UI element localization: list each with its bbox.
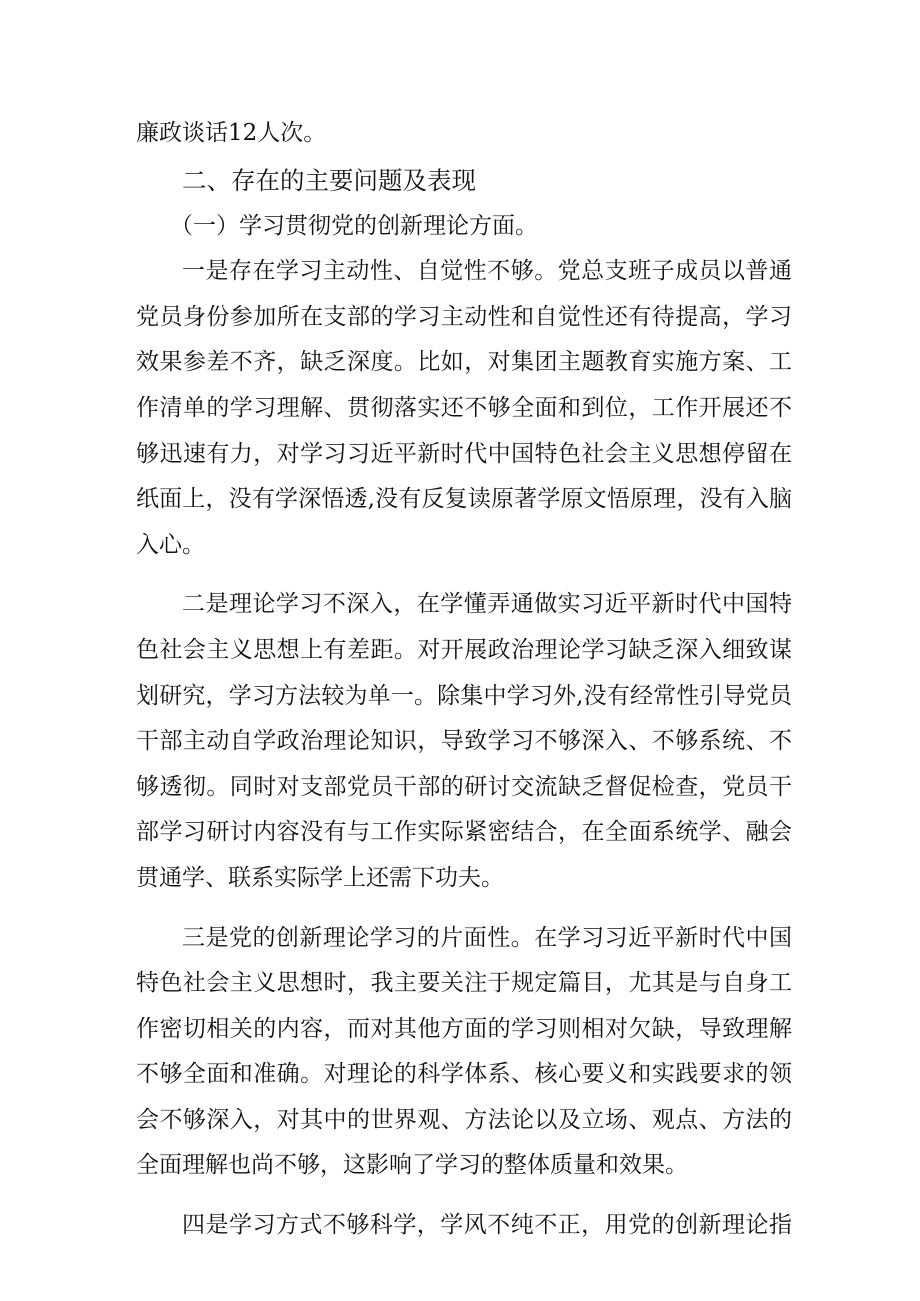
paragraph-line: 特色社会主义思想时，我主要关注于规定篇目，尤其是与自身工 bbox=[136, 970, 792, 997]
paragraph-line: 划研究，学习方法较为单一。除集中学习外,没有经常性引导党员 bbox=[136, 682, 792, 709]
paragraph-line: 四是学习方式不够科学，学风不纯不正，用党的创新理论指 bbox=[182, 1212, 792, 1239]
paragraph-line: 会不够深入，对其中的世界观、方法论以及立场、观点、方法的 bbox=[136, 1106, 792, 1133]
subsection-heading: （一）学习贯彻党的创新理论方面。 bbox=[170, 212, 538, 239]
paragraph-line: 入心。 bbox=[136, 531, 205, 558]
section-heading: 二、存在的主要问题及表现 bbox=[182, 165, 476, 195]
paragraph-line: 够迅速有力，对学习习近平新时代中国特色社会主义思想停留在 bbox=[136, 440, 792, 467]
paragraph-line: 作清单的学习理解、贯彻落实还不够全面和到位，工作开展还不 bbox=[136, 394, 792, 421]
paragraph-line: 贯通学、联系实际学上还需下功夫。 bbox=[136, 864, 504, 891]
paragraph-line: 纸面上，没有学深悟透,没有反复读原著学原文悟原理，没有入脑 bbox=[136, 486, 792, 513]
text-line: 廉政谈话12人次。 bbox=[136, 120, 327, 146]
paragraph-line: 全面理解也尚不够，这影响了学习的整体质量和效果。 bbox=[136, 1152, 688, 1179]
paragraph-line: 部学习研讨内容没有与工作实际紧密结合，在全面系统学、融会 bbox=[136, 819, 792, 846]
paragraph-line: 作密切相关的内容，而对其他方面的学习则相对欠缺，导致理解 bbox=[136, 1015, 792, 1042]
paragraph-line: 够透彻。同时对支部党员干部的研讨交流缺乏督促检查，党员干 bbox=[136, 773, 792, 800]
paragraph-line: 效果参差不齐，缺乏深度。比如，对集团主题教育实施方案、工 bbox=[136, 349, 792, 376]
paragraph-line: 一是存在学习主动性、自觉性不够。党总支班子成员以普通 bbox=[182, 258, 792, 285]
paragraph-line: 干部主动自学政治理论知识，导致学习不够深入、不够系统、不 bbox=[136, 728, 792, 755]
paragraph-line: 三是党的创新理论学习的片面性。在学习习近平新时代中国 bbox=[182, 924, 792, 951]
paragraph-line: 不够全面和准确。对理论的科学体系、核心要义和实践要求的领 bbox=[136, 1061, 792, 1088]
paragraph-line: 色社会主义思想上有差距。对开展政治理论学习缺乏深入细致谋 bbox=[136, 636, 792, 663]
paragraph-line: 二是理论学习不深入，在学懂弄通做实习近平新时代中国特 bbox=[182, 591, 792, 618]
paragraph-line: 党员身份参加所在支部的学习主动性和自觉性还有待提高，学习 bbox=[136, 303, 792, 330]
document-body bbox=[136, 111, 792, 1249]
